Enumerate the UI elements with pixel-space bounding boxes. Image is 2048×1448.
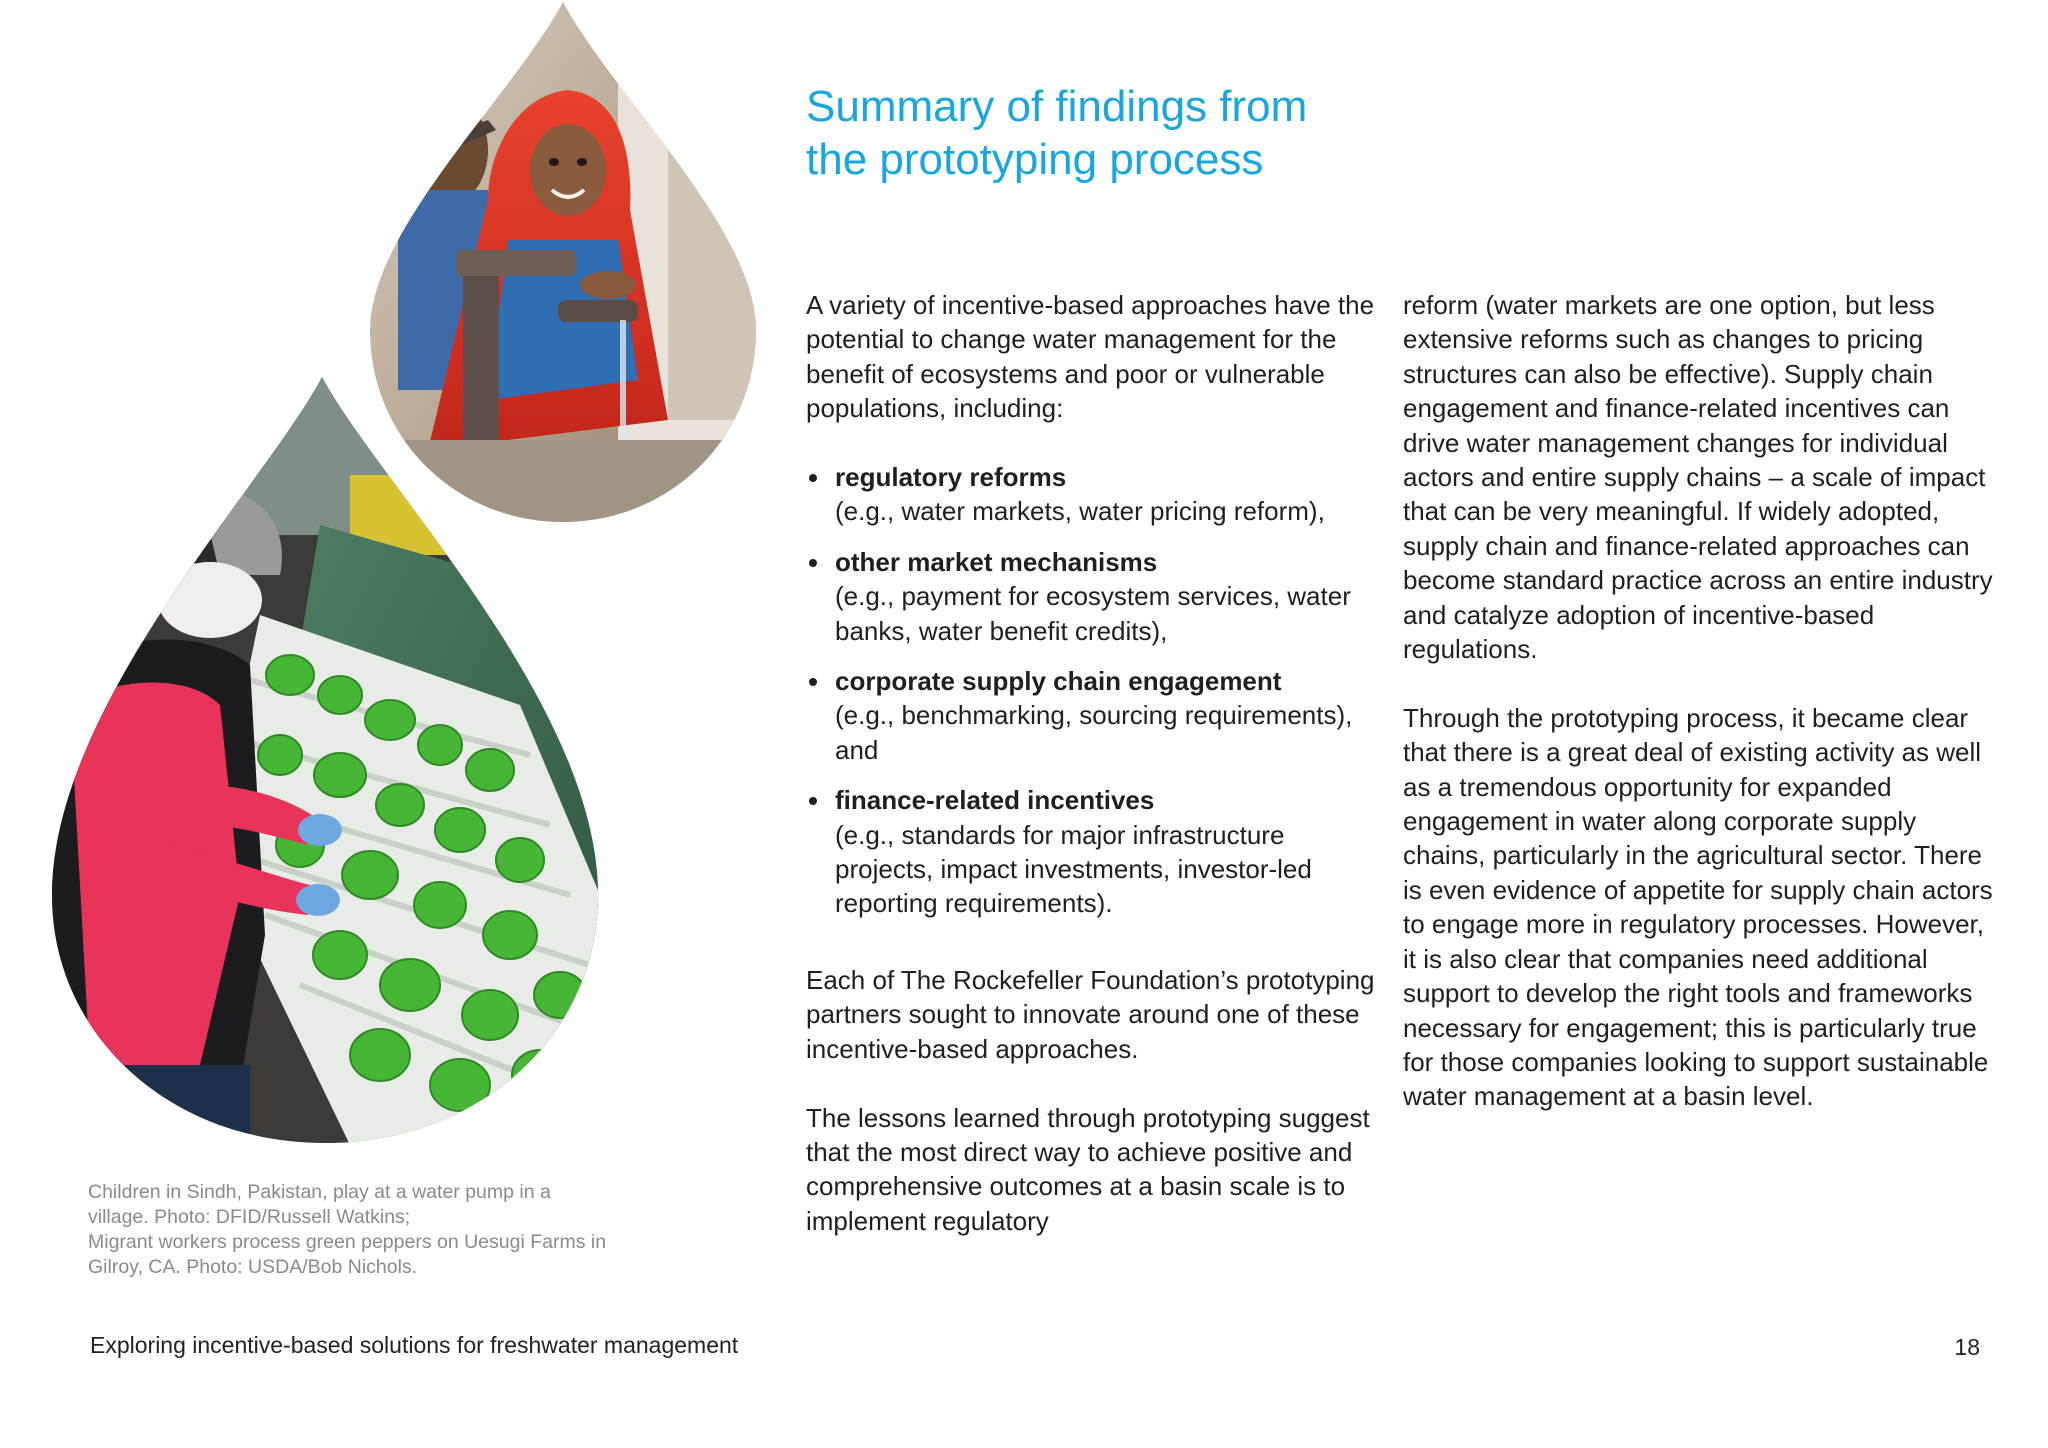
intro-paragraph: A variety of incentive-based approaches have the potential to change water management for the benefit of ecosystems and poor or vulnerable populations, including: [806, 290, 1375, 424]
caption-line-1: Children in Sindh, Pakistan, play at a water pump in a village. Photo: DFID/Russell Watkins; [88, 1181, 551, 1228]
page-number: 18 [1954, 1334, 1980, 1360]
list-item-description: (e.g., payment for ecosystem services, water banks, water benefit credits), [835, 581, 1351, 646]
partners-paragraph: Each of The Rockefeller Foundation’s prototyping partners sought to innovate around one of these incentive-based approaches. [806, 964, 1375, 1064]
prototyping-paragraph: Through the prototyping process, it became clear that there is a great deal of existing activity as well as a tremendous opportunity for expanded engagement in water along corporate supply chains, particularly in the agricultural sector. There is even evidence of appetite for supply chain actors to engage more in regulatory processes. However, it is also clear that companies need additional support to develop the right tools and frameworks necessary for engagement; this is particularly true for those companies looking to support sustainable water management at a basin level. [1403, 702, 1993, 1112]
list-item-description: (e.g., benchmarking, sourcing requirements), and [835, 700, 1353, 765]
left-column [806, 288, 1376, 1238]
approach-list [806, 460, 1376, 921]
list-item-title: corporate supply chain engagement [835, 666, 1282, 697]
reform-paragraph: reform (water markets are one option, but less extensive reforms such as changes to pricing structures can also be effective). Supply chain engagement and finance-related incentives can drive water management changes for individual actors and entire supply chains – a scale of impact that can be very meaningful. If widely adopted, supply chain and finance-related approaches can become standard practice across an entire industry and catalyze adoption of incentive-based regulations. [1403, 290, 1993, 665]
photo-pepper-processing [50, 375, 600, 1145]
list-item-title: other market mechanisms [835, 546, 1158, 577]
lessons-paragraph: The lessons learned through prototyping suggest that the most direct way to achieve positive and comprehensive outcomes at a basin scale is to implement regulatory [806, 1102, 1370, 1236]
list-item [806, 460, 1376, 529]
right-column [1403, 288, 1993, 1114]
list-item [806, 545, 1376, 648]
caption-line-2: Migrant workers process green peppers on Uesugi Farms in Gilroy, CA. Photo: USDA/Bob Nichols. [88, 1231, 607, 1278]
heading-line-1: Summary of findings from [806, 82, 1308, 131]
heading-line-2: the prototyping process [806, 135, 1264, 184]
list-item-description: (e.g., water markets, water pricing reform), [835, 496, 1325, 527]
list-item-title: finance-related incentives [835, 785, 1155, 816]
section-heading [806, 80, 1426, 186]
footer-report-title: Exploring incentive-based solutions for freshwater management [90, 1332, 739, 1358]
photo-caption [88, 1180, 608, 1280]
list-item [806, 664, 1376, 767]
list-item-description: (e.g., standards for major infrastructure projects, impact investments, investor-led reporting requirements). [835, 819, 1312, 919]
list-item [806, 783, 1376, 921]
list-item-title: regulatory reforms [835, 462, 1067, 493]
